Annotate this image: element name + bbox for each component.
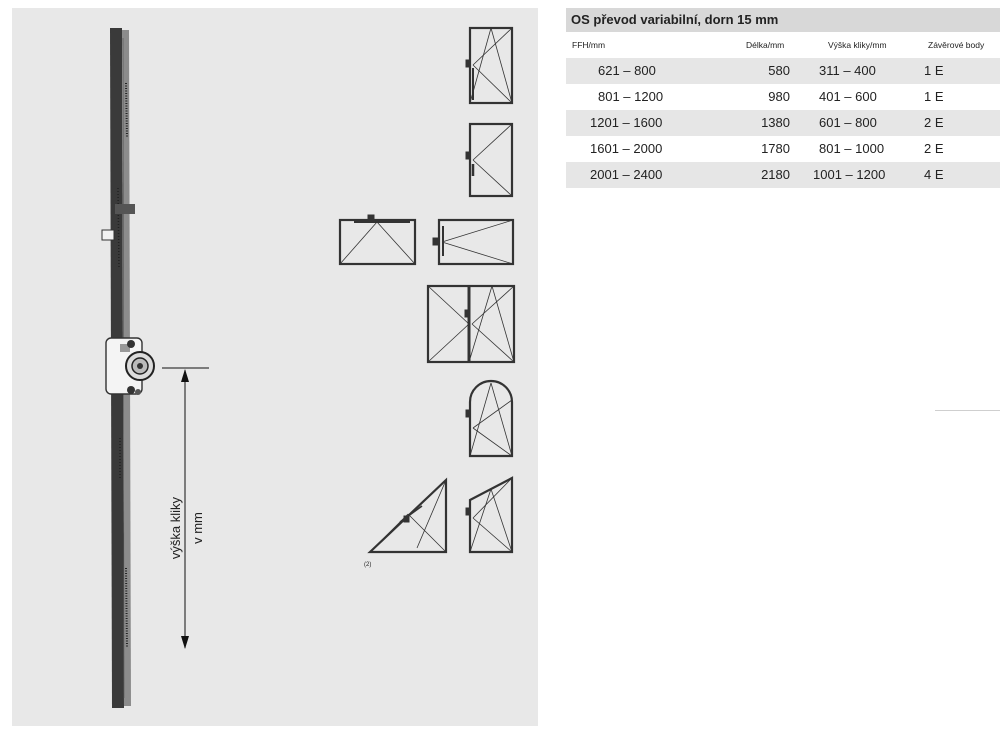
window-trapezoid-icon bbox=[466, 478, 512, 552]
window-turn-icon bbox=[466, 124, 512, 196]
cell-ffh: 1601 – 2000 bbox=[590, 141, 663, 156]
table-row bbox=[566, 110, 1000, 136]
footnote-mark: (2) bbox=[364, 562, 372, 568]
window-tilt-turn-icon bbox=[466, 28, 512, 103]
product-drawing bbox=[12, 8, 538, 726]
table-row bbox=[566, 84, 1000, 110]
window-triangular-icon bbox=[370, 480, 446, 552]
cell-locking-points: 2 E bbox=[924, 115, 944, 130]
cell-ffh: 1201 – 1600 bbox=[590, 115, 663, 130]
header-ffh: FFH/mm bbox=[572, 40, 606, 50]
table-row bbox=[566, 58, 1000, 84]
cell-locking-points: 1 E bbox=[924, 89, 944, 104]
window-arched-icon bbox=[466, 381, 512, 456]
header-locking-points: Závěrové body bbox=[928, 40, 985, 50]
window-double-sash-icon bbox=[428, 286, 514, 362]
table-row bbox=[566, 162, 1000, 188]
cell-locking-points: 4 E bbox=[924, 167, 944, 182]
cell-handle-height: 401 – 600 bbox=[819, 89, 877, 104]
window-side-hung-icon bbox=[433, 220, 513, 264]
cell-handle-height: 311 – 400 bbox=[819, 63, 876, 78]
handle-height-unit: v mm bbox=[190, 512, 205, 544]
cell-handle-height: 801 – 1000 bbox=[819, 141, 885, 156]
header-length: Délka/mm bbox=[746, 40, 785, 50]
cell-handle-height: 1001 – 1200 bbox=[813, 167, 886, 182]
cell-length: 980 bbox=[768, 89, 790, 104]
divider-line bbox=[935, 410, 1000, 411]
header-handle-height: Výška kliky/mm bbox=[828, 40, 887, 50]
table-title: OS převod variabilní, dorn 15 mm bbox=[566, 8, 1000, 32]
window-bottom-hung-icon bbox=[340, 215, 415, 264]
cell-ffh: 2001 – 2400 bbox=[590, 167, 663, 182]
cell-ffh: 801 – 1200 bbox=[598, 89, 664, 104]
espagnolette-bar-drawing bbox=[102, 28, 154, 708]
cell-locking-points: 2 E bbox=[924, 141, 944, 156]
handle-height-label: výška kliky bbox=[168, 496, 183, 560]
cell-length: 2180 bbox=[761, 167, 790, 182]
cell-locking-points: 1 E bbox=[924, 63, 944, 78]
cell-ffh: 621 – 800 bbox=[598, 63, 656, 78]
cell-handle-height: 601 – 800 bbox=[819, 115, 877, 130]
product-figure-panel bbox=[12, 8, 538, 726]
table-header-row bbox=[566, 32, 1000, 58]
cell-length: 1380 bbox=[761, 115, 790, 130]
table-row bbox=[566, 136, 1000, 162]
specification-table bbox=[566, 8, 1000, 188]
cell-length: 1780 bbox=[761, 141, 790, 156]
cell-length: 580 bbox=[768, 63, 790, 78]
